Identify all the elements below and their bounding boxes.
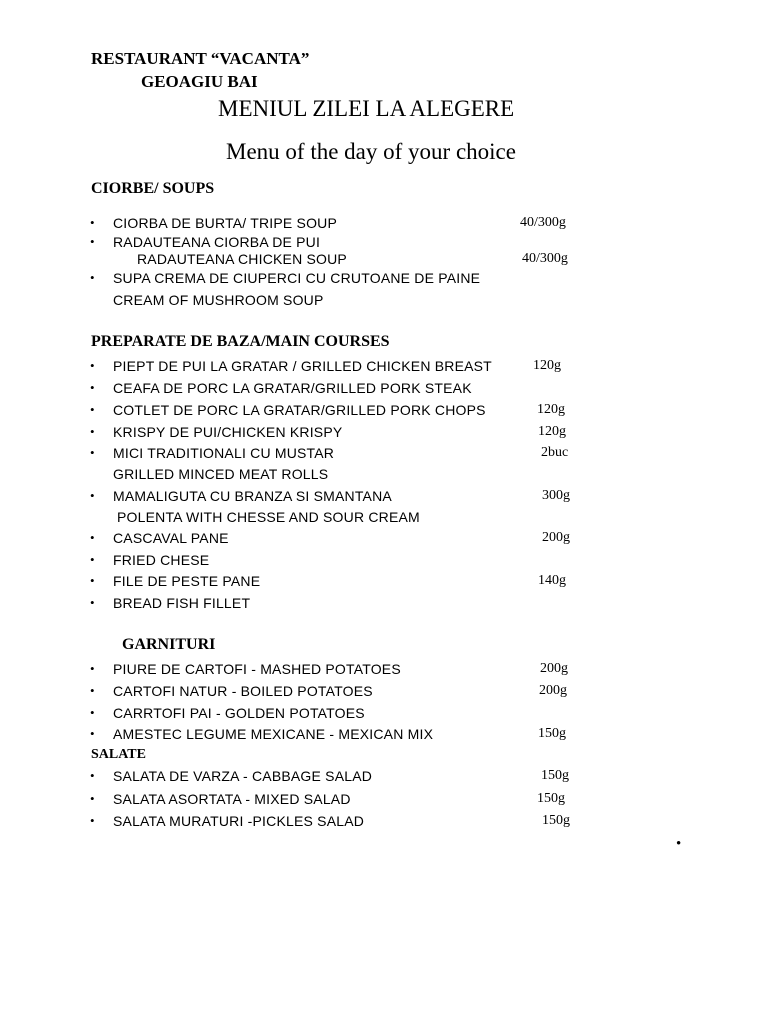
restaurant-name: RESTAURANT “VACANTA”: [91, 49, 310, 68]
menu-item-name: KRISPY DE PUI/CHICKEN KRISPY: [113, 424, 343, 440]
menu-item-name: PIURE DE CARTOFI - MASHED POTATOES: [113, 661, 401, 677]
menu-item-name-line2: CREAM OF MUSHROOM SOUP: [113, 292, 324, 308]
menu-item-weight: 150g: [542, 813, 570, 828]
bullet-icon: •: [90, 573, 95, 588]
menu-item-name-line2: POLENTA WITH CHESSE AND SOUR CREAM: [117, 509, 420, 525]
bullet-icon: •: [90, 530, 95, 545]
section-heading-salads: SALATE: [91, 747, 146, 762]
menu-item-name: FRIED CHESE: [113, 552, 210, 568]
menu-item-name: BREAD FISH FILLET: [113, 595, 251, 611]
menu-title-en: Menu of the day of your choice: [226, 139, 516, 164]
menu-item-name-line2: RADAUTEANA CHICKEN SOUP: [137, 251, 347, 267]
bullet-icon: •: [90, 705, 95, 720]
bullet-icon: •: [90, 215, 95, 230]
menu-item-weight: 150g: [537, 791, 565, 806]
menu-item-name: PIEPT DE PUI LA GRATAR / GRILLED CHICKEN BREAST: [113, 358, 492, 374]
bullet-icon: •: [90, 791, 95, 806]
menu-item-weight: 120g: [537, 402, 565, 417]
menu-item-weight: 150g: [541, 768, 569, 783]
menu-item-weight: 300g: [542, 488, 570, 503]
menu-title-ro: MENIUL ZILEI LA ALEGERE: [218, 96, 515, 121]
bullet-icon: •: [90, 595, 95, 610]
menu-item-name: AMESTEC LEGUME MEXICANE - MEXICAN MIX: [113, 726, 434, 742]
bullet-icon: •: [90, 402, 95, 417]
menu-item-name: CARRTOFI PAI - GOLDEN POTATOES: [113, 705, 365, 721]
bullet-icon: •: [90, 358, 95, 373]
menu-item-name: MICI TRADITIONALI CU MUSTAR: [113, 445, 335, 461]
bullet-icon: •: [90, 380, 95, 395]
menu-item-weight: 150g: [538, 726, 566, 741]
menu-item-weight: 120g: [533, 358, 561, 373]
bullet-icon: •: [90, 768, 95, 783]
section-heading-sides: GARNITURI: [122, 636, 216, 653]
menu-item-name: SALATA ASORTATA - MIXED SALAD: [113, 791, 351, 807]
menu-item-weight: 140g: [538, 573, 566, 588]
bullet-icon: •: [90, 270, 95, 285]
menu-item-name-line2: GRILLED MINCED MEAT ROLLS: [113, 466, 329, 482]
menu-item-name: COTLET DE PORC LA GRATAR/GRILLED PORK CHOPS: [113, 402, 486, 418]
bullet-icon: •: [90, 234, 95, 249]
menu-item-name: CARTOFI NATUR - BOILED POTATOES: [113, 683, 373, 699]
bullet-icon: •: [90, 683, 95, 698]
menu-item-name: CIORBA DE BURTA/ TRIPE SOUP: [113, 215, 338, 231]
menu-item-weight: 200g: [540, 661, 568, 676]
restaurant-location: GEOAGIU BAI: [141, 72, 258, 91]
section-heading-soups: CIORBE/ SOUPS: [91, 180, 215, 197]
menu-item-weight: 200g: [539, 683, 567, 698]
menu-item-name: MAMALIGUTA CU BRANZA SI SMANTANA: [113, 488, 392, 504]
menu-item-weight: 200g: [542, 530, 570, 545]
bullet-icon: •: [90, 445, 95, 460]
stray-bullet-icon: •: [676, 836, 682, 852]
menu-item-weight: 40/300g: [520, 215, 566, 230]
menu-item-name: SALATA MURATURI -PICKLES SALAD: [113, 813, 365, 829]
menu-item-name: FILE DE PESTE PANE: [113, 573, 261, 589]
bullet-icon: •: [90, 726, 95, 741]
menu-item-weight: 120g: [538, 424, 566, 439]
menu-item-name: RADAUTEANA CIORBA DE PUI: [113, 234, 321, 250]
section-heading-main-courses: PREPARATE DE BAZA/MAIN COURSES: [91, 333, 390, 350]
menu-item-name: CASCAVAL PANE: [113, 530, 229, 546]
bullet-icon: •: [90, 661, 95, 676]
menu-item-name: SALATA DE VARZA - CABBAGE SALAD: [113, 768, 373, 784]
menu-item-weight: 2buc: [541, 445, 569, 460]
bullet-icon: •: [90, 424, 95, 439]
bullet-icon: •: [90, 488, 95, 503]
menu-item-weight: 40/300g: [522, 251, 568, 266]
bullet-icon: •: [90, 813, 95, 828]
menu-item-name: CEAFA DE PORC LA GRATAR/GRILLED PORK STEAK: [113, 380, 472, 396]
menu-item-name: SUPA CREMA DE CIUPERCI CU CRUTOANE DE PAINE: [113, 270, 481, 286]
bullet-icon: •: [90, 552, 95, 567]
